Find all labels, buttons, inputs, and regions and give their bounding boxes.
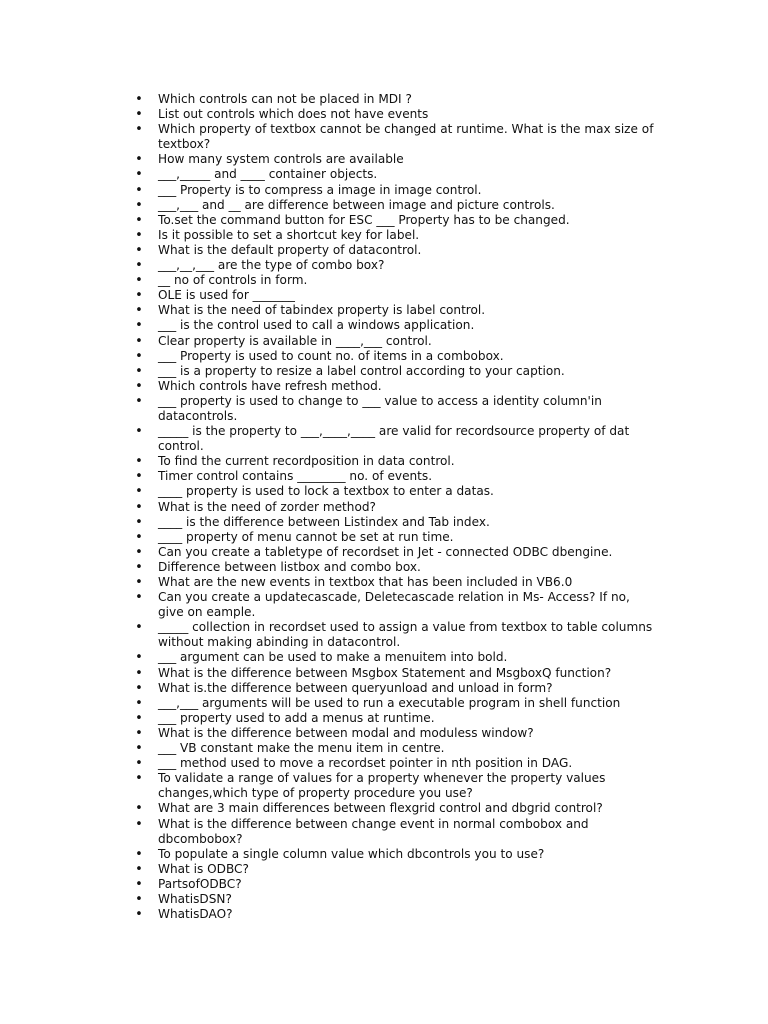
question-text: ___ Property is to compress a image in image control. [158, 182, 482, 197]
question-text: ___,__,___ are the type of combo box? [158, 258, 385, 273]
list-item [135, 348, 658, 364]
list-item [135, 303, 658, 319]
question-text: ___ argument can be used to make a menuitem into bold. [158, 650, 508, 665]
list-item [135, 650, 658, 666]
bullet-icon: • [135, 273, 143, 289]
question-text: List out controls which does not have events [158, 107, 429, 122]
bullet-icon: • [135, 741, 143, 757]
question-text: What are 3 main differences between flexgrid control and dbgrid control? [158, 801, 603, 816]
question-text: To populate a single column value which dbcontrols you to use? [158, 846, 545, 861]
list-item [135, 665, 658, 681]
list-item [135, 258, 658, 274]
question-text: ___ VB constant make the menu item in centre. [158, 741, 445, 756]
bullet-icon: • [135, 227, 143, 243]
question-text: ___ Property is used to count no. of items in a combobox. [158, 348, 504, 363]
question-list [135, 92, 658, 923]
bullet-icon: • [135, 288, 143, 304]
list-item [135, 212, 658, 228]
bullet-icon: • [135, 876, 143, 892]
question-text: ___ method used to move a recordset pointer in nth position in DAG. [158, 756, 573, 771]
question-text: To find the current recordposition in data control. [158, 454, 455, 469]
list-item [135, 514, 658, 530]
bullet-icon: • [135, 846, 143, 862]
question-text: Can you create a updatecascade, Deletecascade relation in Ms- Access? If no, give on eample. [158, 590, 630, 620]
list-item [135, 529, 658, 545]
list-item [135, 861, 658, 877]
list-item [135, 907, 658, 923]
question-text: ____ property of menu cannot be set at run time. [158, 529, 454, 544]
bullet-icon: • [135, 514, 143, 530]
question-text: To.set the command button for ESC ___ Property has to be changed. [158, 212, 570, 227]
bullet-icon: • [135, 620, 143, 636]
list-item [135, 182, 658, 198]
question-text: WhatisDAO? [158, 907, 233, 922]
question-text: What is.the difference between queryunload and unload in form? [158, 680, 553, 695]
bullet-icon: • [135, 107, 143, 123]
bullet-icon: • [135, 544, 143, 560]
list-item [135, 846, 658, 862]
question-text: WhatisDSN? [158, 891, 232, 906]
question-text: OLE is used for _______ [158, 288, 295, 303]
question-text: To validate a range of values for a property whenever the property values changes,which type of property procedure you use? [158, 771, 606, 801]
list-item [135, 756, 658, 772]
question-text: _____ collection in recordset used to assign a value from textbox to table columns without making abinding in datacontrol. [158, 620, 653, 650]
bullet-icon: • [135, 559, 143, 575]
list-item [135, 801, 658, 817]
bullet-icon: • [135, 424, 143, 440]
question-text: What is the need of zorder method? [158, 499, 376, 514]
question-text: What is ODBC? [158, 861, 249, 876]
bullet-icon: • [135, 801, 143, 817]
list-item [135, 816, 658, 847]
list-item [135, 107, 658, 123]
question-text: What is the difference between change event in normal combobox and dbcombobox? [158, 816, 589, 846]
list-item [135, 891, 658, 907]
bullet-icon: • [135, 891, 143, 907]
list-item [135, 288, 658, 304]
list-item [135, 242, 658, 258]
bullet-icon: • [135, 258, 143, 274]
list-item [135, 741, 658, 757]
list-item [135, 876, 658, 892]
bullet-icon: • [135, 725, 143, 741]
bullet-icon: • [135, 152, 143, 168]
question-text: ___ is the control used to call a windows application. [158, 318, 475, 333]
list-item [135, 484, 658, 500]
list-item [135, 363, 658, 379]
question-text: __ no of controls in form. [158, 273, 308, 288]
list-item [135, 378, 658, 394]
list-item [135, 590, 658, 620]
question-text: Which controls have refresh method. [158, 378, 382, 393]
question-text: ____ is the difference between Listindex and Tab index. [158, 514, 490, 529]
list-item [135, 454, 658, 470]
bullet-icon: • [135, 529, 143, 545]
list-item [135, 333, 658, 349]
question-text: What are the new events in textbox that has been included in VB6.0 [158, 575, 573, 589]
list-item [135, 575, 658, 590]
list-item [135, 680, 658, 696]
bullet-icon: • [135, 861, 143, 877]
bullet-icon: • [135, 212, 143, 228]
bullet-icon: • [135, 907, 143, 923]
bullet-icon: • [135, 650, 143, 666]
bullet-icon: • [135, 378, 143, 394]
list-item [135, 122, 658, 152]
list-item [135, 167, 658, 183]
list-item [135, 620, 658, 650]
bullet-icon: • [135, 771, 143, 787]
question-text: Is it possible to set a shortcut key for label. [158, 227, 420, 242]
question-text: ___ property is used to change to ___ value to access a identity column'in datacontrols. [158, 393, 602, 423]
question-text: ___,___ arguments will be used to run a executable program in shell function [158, 695, 621, 710]
question-text: Difference between listbox and combo box. [158, 559, 421, 574]
question-text: Clear property is available in ____,___ control. [158, 333, 432, 348]
bullet-icon: • [135, 122, 143, 138]
question-text: Which property of textbox cannot be changed at runtime. What is the max size of textbox? [158, 122, 654, 152]
bullet-icon: • [135, 590, 143, 606]
question-text: ___,_____ and ____ container objects. [158, 167, 378, 182]
bullet-icon: • [135, 348, 143, 364]
bullet-icon: • [135, 454, 143, 470]
list-item [135, 227, 658, 243]
list-item [135, 469, 658, 485]
bullet-icon: • [135, 575, 143, 590]
question-text: _____ is the property to ___,____,____ are valid for recordsource property of dat control. [158, 424, 630, 454]
question-text: What is the need of tabindex property is label control. [158, 303, 486, 318]
list-item [135, 152, 658, 168]
bullet-icon: • [135, 665, 143, 681]
bullet-icon: • [135, 197, 143, 213]
question-text: What is the difference between modal and moduless window? [158, 725, 534, 740]
list-item [135, 725, 658, 741]
question-text: How many system controls are available [158, 152, 404, 167]
question-text: What is the default property of datacontrol. [158, 242, 422, 257]
list-item [135, 544, 658, 560]
list-item [135, 273, 658, 289]
bullet-icon: • [135, 167, 143, 183]
bullet-icon: • [135, 242, 143, 258]
list-item [135, 559, 658, 575]
list-item [135, 695, 658, 711]
question-text: PartsofODBC? [158, 876, 242, 891]
question-text: Which controls can not be placed in MDI ? [158, 92, 412, 106]
bullet-icon: • [135, 484, 143, 500]
list-item [135, 92, 658, 107]
bullet-icon: • [135, 318, 143, 334]
list-item [135, 318, 658, 334]
list-item [135, 710, 658, 726]
question-text: What is the difference between Msgbox Statement and MsgboxQ function? [158, 665, 612, 680]
list-item [135, 424, 658, 454]
bullet-icon: • [135, 499, 143, 515]
bullet-icon: • [135, 303, 143, 319]
list-item [135, 197, 658, 213]
bullet-icon: • [135, 182, 143, 198]
bullet-icon: • [135, 363, 143, 379]
bullet-icon: • [135, 695, 143, 711]
bullet-icon: • [135, 393, 143, 409]
bullet-icon: • [135, 333, 143, 349]
bullet-icon: • [135, 92, 143, 107]
list-item [135, 499, 658, 515]
bullet-icon: • [135, 680, 143, 696]
bullet-icon: • [135, 469, 143, 485]
list-item [135, 771, 658, 801]
question-text: Can you create a tabletype of recordset in Jet - connected ODBC dbengine. [158, 544, 613, 559]
question-text: Timer control contains ________ no. of events. [158, 469, 433, 484]
bullet-icon: • [135, 756, 143, 772]
question-text: ___,___ and __ are difference between image and picture controls. [158, 197, 555, 212]
bullet-icon: • [135, 710, 143, 726]
list-item [135, 393, 658, 424]
bullet-icon: • [135, 816, 143, 832]
question-text: ____ property is used to lock a textbox to enter a datas. [158, 484, 494, 499]
question-text: ___ property used to add a menus at runtime. [158, 710, 435, 725]
question-text: ___ is a property to resize a label control according to your caption. [158, 363, 565, 378]
